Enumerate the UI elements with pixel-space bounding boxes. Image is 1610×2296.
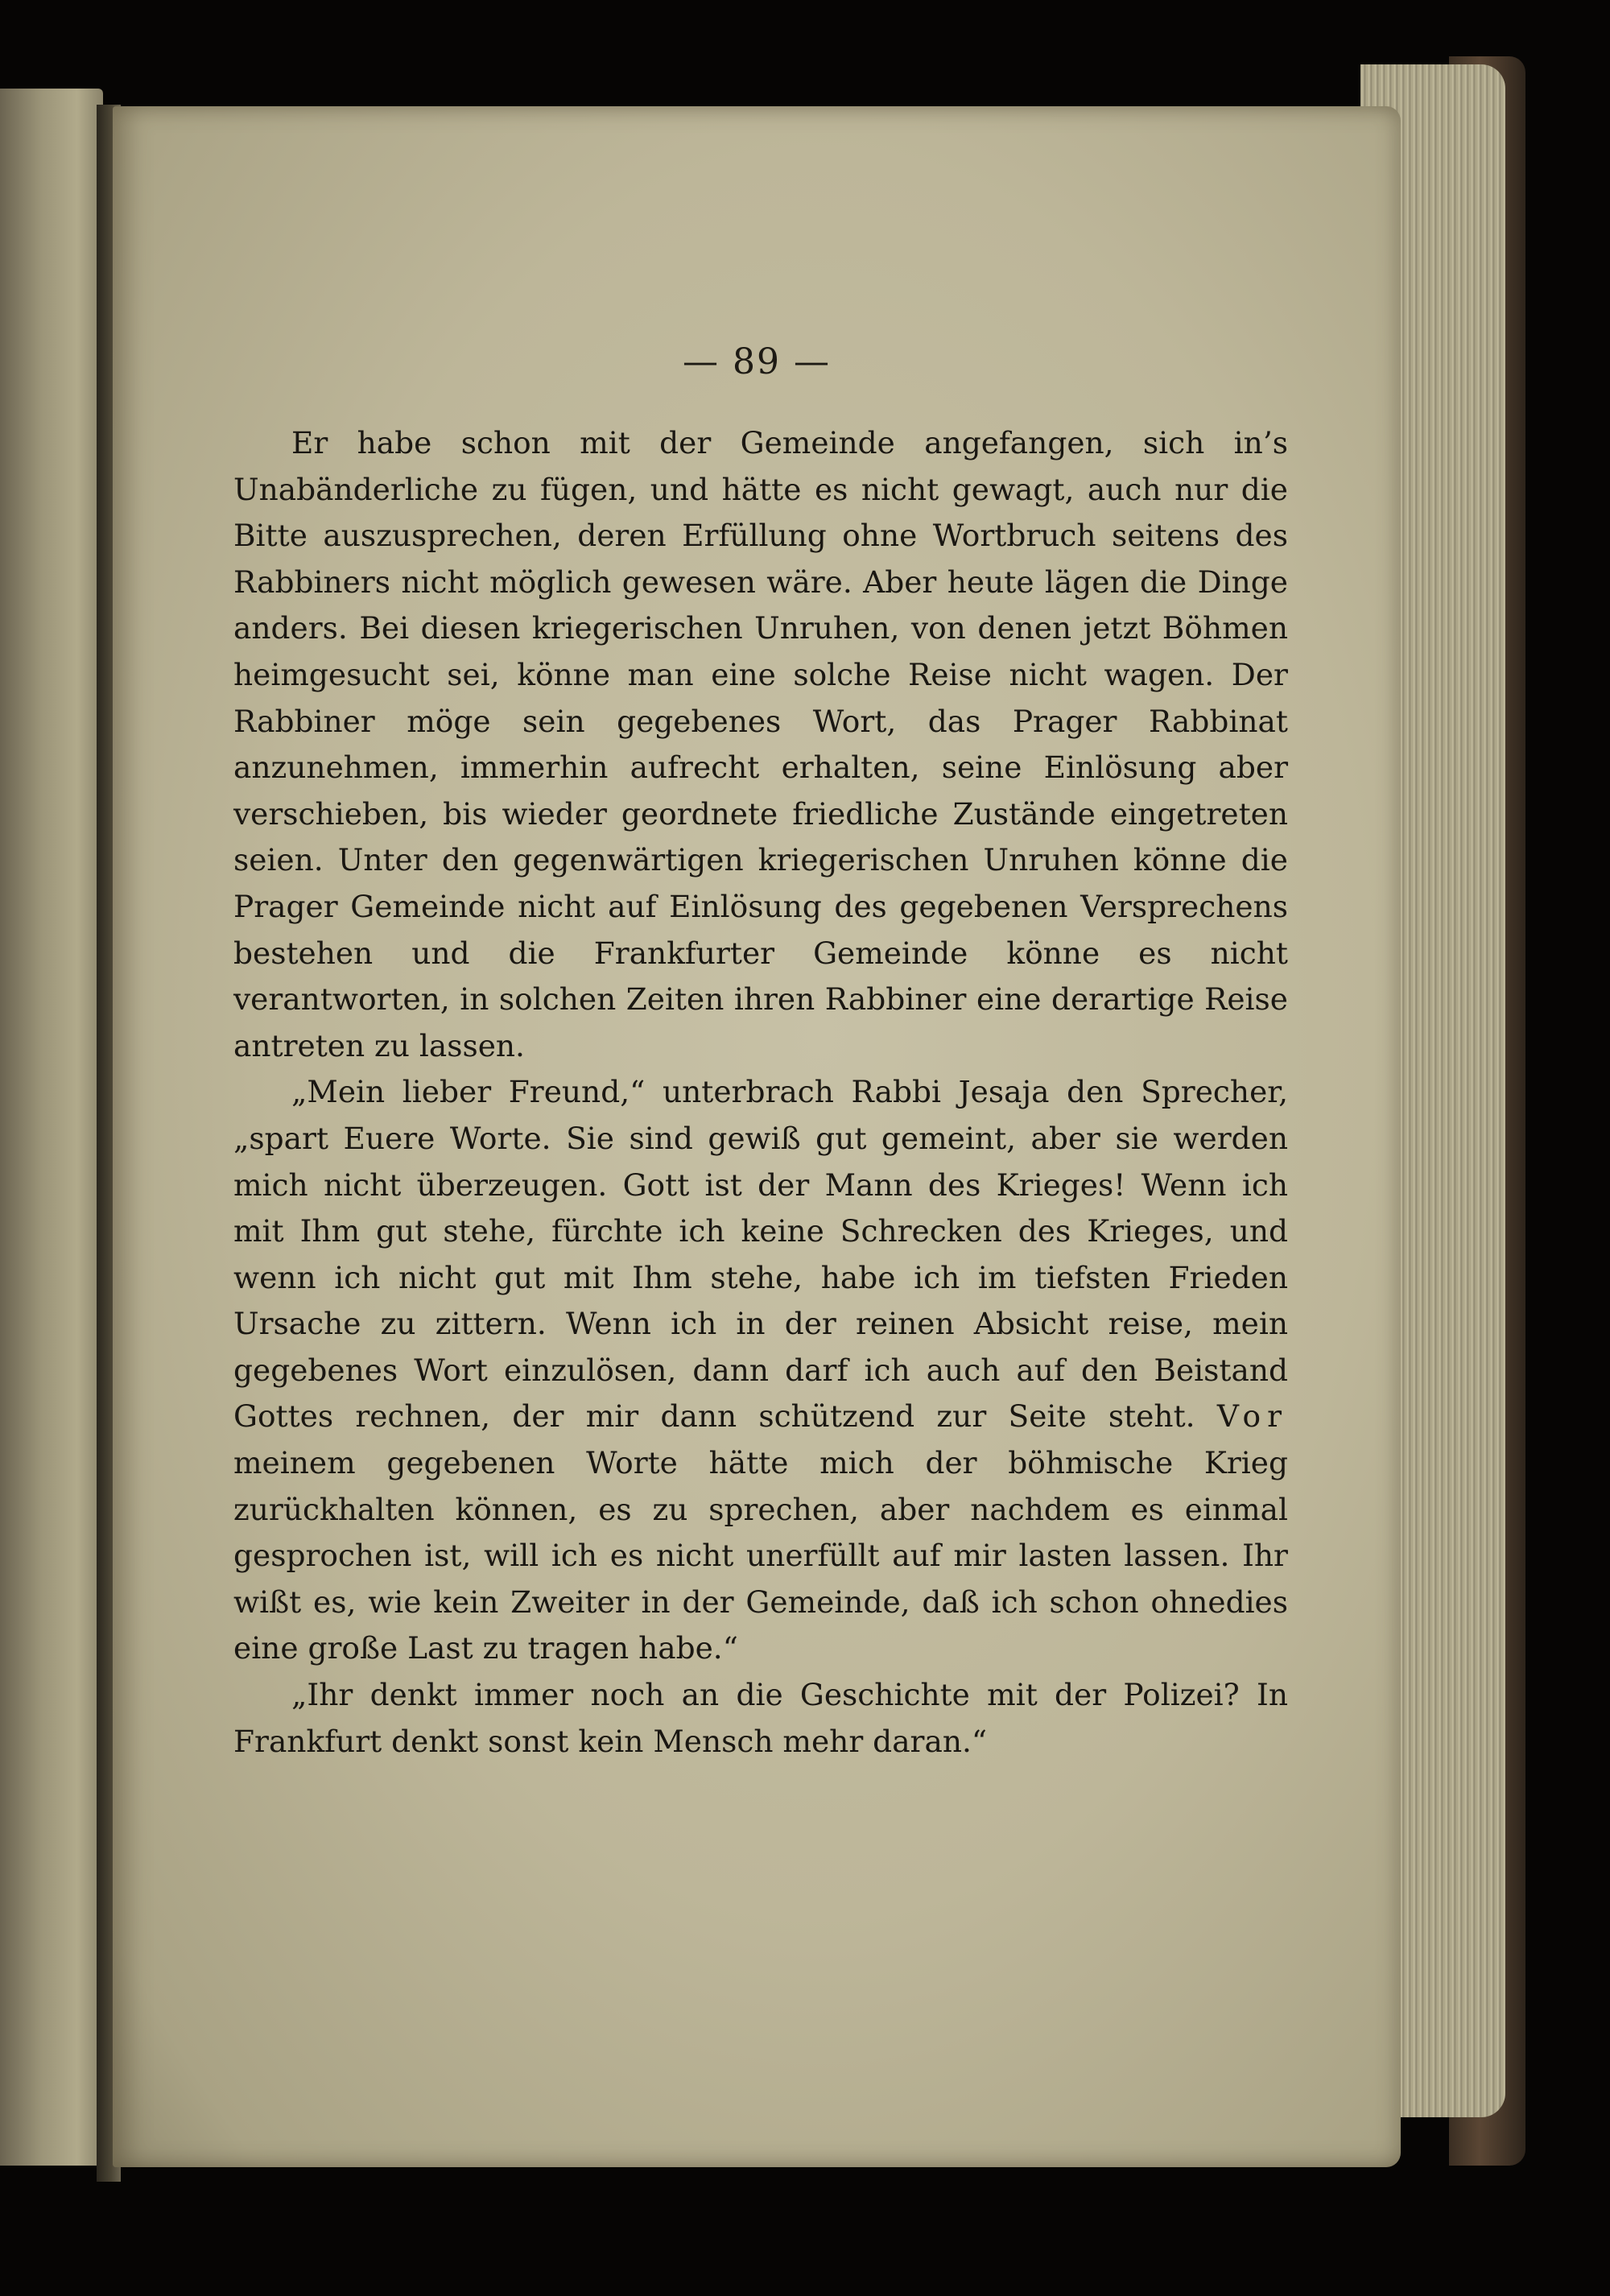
page-text: [233, 420, 1288, 1765]
paragraph-2-start: „Mein lieber Freund,“ unterbrach Rabbi Jesaja den Sprecher, „spart Euere Worte. Sie sind gewiß gut gemeint, aber sie werden mich nicht überzeugen. Gott ist der Mann des Krieges! Wenn ich mit Ihm gut stehe, fürchte ich keine Schrecken des Krieges, und wenn ich nicht gut mit Ihm stehe, habe ich im tiefsten Frieden Ursache zu zittern. Wenn ich in der reinen Absicht reise, mein gegebenes Wort einzulösen, dann darf ich auch auf den Beistand Gottes rechnen, der mir dann schützend zur Seite steht.: [233, 1074, 1288, 1435]
emphasized-word: Vor: [1216, 1398, 1289, 1435]
book-page: [113, 106, 1401, 2167]
paragraph-1: Er habe schon mit der Gemeinde angefangen, sich in’s Unabänderliche zu fügen, und hätte es nicht gewagt, auch nur die Bitte auszusprechen, deren Erfüllung ohne Wortbruch seitens des Rabbiners nicht möglich gewesen wäre. Aber heute lägen die Dinge anders. Bei diesen kriegerischen Unruhen, von denen jetzt Böhmen heimgesucht sei, könne man eine solche Reise nicht wagen. Der Rabbiner möge sein gegebenes Wort, das Prager Rabbinat anzunehmen, immerhin aufrecht erhalten, seine Einlösung aber verschieben, bis wieder geordnete friedliche Zustände eingetreten seien. Unter den gegenwärtigen kriegerischen Unruhen könne die Prager Gemeinde nicht auf Einlösung des gegebenen Versprechens bestehen und die Frankfurter Gemeinde könne es nicht verantworten, in solchen Zeiten ihren Rabbiner eine derartige Reise antreten zu lassen.: [233, 425, 1288, 1063]
paragraph-2: [233, 1069, 1288, 1672]
paragraph-3: „Ihr denkt immer noch an die Geschichte mit der Polizei? In Frankfurt denkt sonst kein Mensch mehr daran.“: [233, 1677, 1288, 1759]
page-number: — 89 —: [683, 341, 831, 382]
paragraph-2-end: meinem gegebenen Worte hätte mich der böhmische Krieg zurückhalten können, es zu sprechen, aber nachdem es einmal gesprochen ist, will ich es nicht unerfüllt auf mir lasten lassen. Ihr wißt es, wie kein Zweiter in der Gemeinde, daß ich schon ohnedies eine große Last zu tragen habe.“: [233, 1445, 1288, 1666]
previous-page-edge: [0, 89, 103, 2166]
